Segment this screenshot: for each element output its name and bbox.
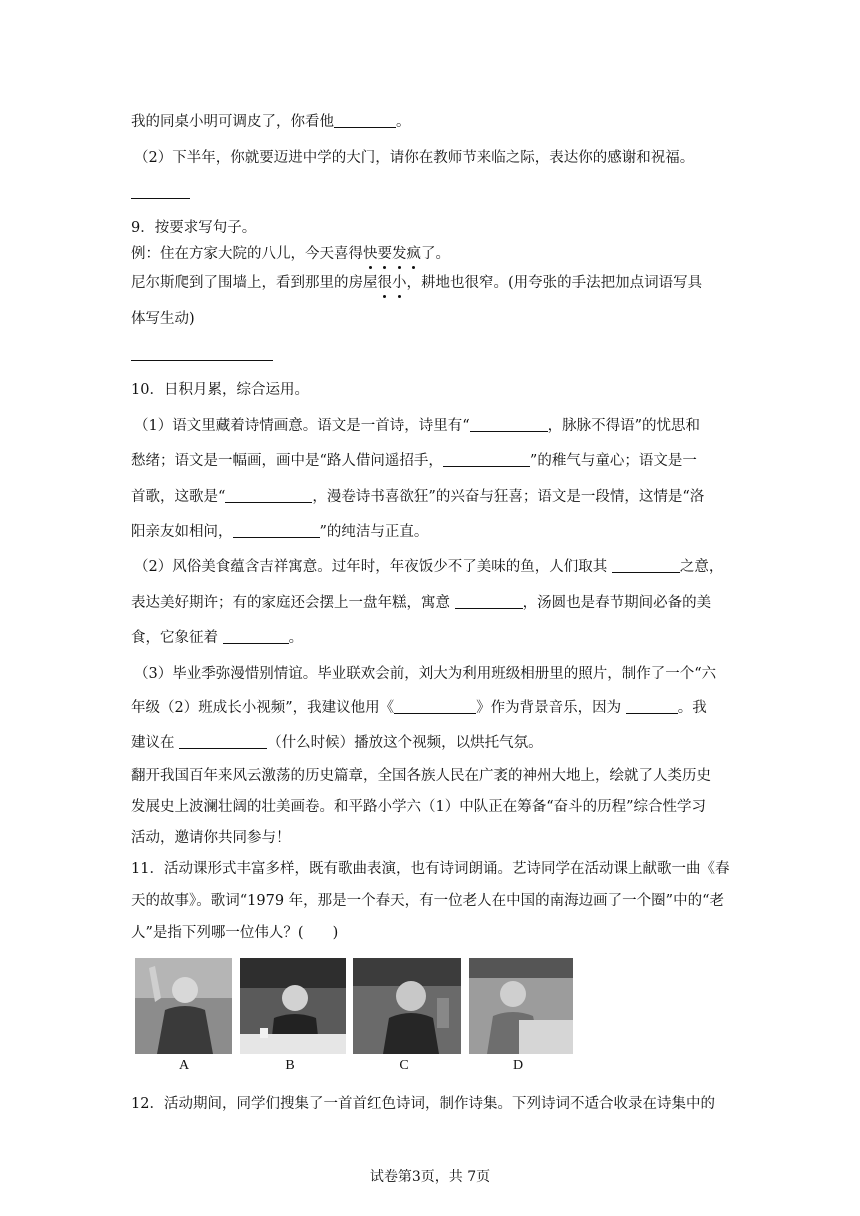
example-sentence: 例：住在方家大院的八儿，今天喜得快要发疯了。 xyxy=(131,246,450,262)
q10-part2-line3: 食，它象征着 。 xyxy=(131,630,304,646)
niels-sentence: 尼尔斯爬到了围墙上，看到那里的房屋很小，耕地也很窄。(用夸张的手法把加点词语写具 xyxy=(131,275,703,291)
material-line2: 发展史上波澜壮阔的壮美画卷。和平路小学六（1）中队正在筹备“奋斗的历程”综合性学习 xyxy=(131,799,707,815)
q10-part2-line2: 表达美好期许；有的家庭还会摆上一盘年糕，寓意 ，汤圆也是春节期间必备的美 xyxy=(131,595,712,611)
question-11-line2: 天的故事》。歌词“1979 年，那是一个春天，有一位老人在中国的南海边画了一个圈”中的“老 xyxy=(131,893,724,909)
answer-blank[interactable] xyxy=(179,734,267,749)
photo-option-a[interactable] xyxy=(135,958,232,1054)
answer-blank[interactable] xyxy=(455,594,523,609)
answer-blank[interactable] xyxy=(334,113,396,128)
answer-line[interactable] xyxy=(131,345,273,365)
answer-blank[interactable] xyxy=(626,699,678,714)
niels-sentence-cont: 体写生动) xyxy=(131,311,195,327)
photo-option-c[interactable] xyxy=(353,958,461,1054)
q10-part1-line4: 阳亲友如相问， ”的纯洁与正直。 xyxy=(131,524,429,540)
answer-blank[interactable] xyxy=(233,523,320,538)
photo-option-b[interactable] xyxy=(240,958,346,1054)
option-label: A xyxy=(178,1058,190,1073)
answer-blank[interactable] xyxy=(223,629,289,644)
q10-part3-line3: 建议在 （什么时候）播放这个视频，以烘托气氛。 xyxy=(131,735,543,751)
question-part-2: （2）下半年，你就要迈进中学的大门，请你在教师节来临之际，表达你的感谢和祝福。 xyxy=(134,150,695,166)
option-label: B xyxy=(285,1058,295,1073)
q10-part3-line1: （3）毕业季弥漫惜别情谊。毕业联欢会前，刘大为利用班级相册里的照片，制作了一个“六 xyxy=(134,666,717,682)
answer-blank[interactable] xyxy=(443,452,530,467)
question-12-line1: 12．活动期间，同学们搜集了一首首红色诗词，制作诗集。下列诗词不适合收录在诗集中的 xyxy=(131,1096,715,1112)
question-10-title: 10．日积月累，综合运用。 xyxy=(131,382,309,398)
photo-option-d[interactable] xyxy=(469,958,573,1054)
option-photos xyxy=(135,958,575,1058)
answer-line[interactable] xyxy=(131,183,190,203)
page-footer: 试卷第3页，共 7页 xyxy=(369,1169,491,1185)
line-classmate: 我的同桌小明可调皮了，你看他 。 xyxy=(131,114,411,130)
q10-part1-line1: （1）语文里藏着诗情画意。语文是一首诗，诗里有“ ，脉脉不得语”的忧思和 xyxy=(134,418,701,434)
material-line1: 翻开我国百年来风云激荡的历史篇章，全国各族人民在广袤的神州大地上，绘就了人类历史 xyxy=(131,768,711,784)
question-11-line1: 11．活动课形式丰富多样，既有歌曲表演，也有诗词朗诵。艺诗同学在活动课上献歌一曲《春 xyxy=(131,861,730,877)
question-11-line3: 人”是指下列哪一位伟人？( ) xyxy=(131,925,339,941)
q10-part1-line2: 愁绪；语文是一幅画，画中是“路人借问遥招手， ”的稚气与童心；语文是一 xyxy=(131,453,697,469)
option-label: D xyxy=(512,1058,524,1073)
answer-blank[interactable] xyxy=(612,558,680,573)
q10-part3-line2: 年级（2）班成长小视频”，我建议他用《 》作为背景音乐，因为 。我 xyxy=(131,700,707,716)
answer-blank[interactable] xyxy=(225,488,312,503)
q10-part2-line1: （2）风俗美食蕴含吉祥寓意。过年时，年夜饭少不了美味的鱼，人们取其 之意， xyxy=(134,559,724,575)
question-9-title: 9．按要求写句子。 xyxy=(131,220,257,236)
material-line3: 活动，邀请你共同参与！ xyxy=(131,830,291,846)
answer-blank[interactable] xyxy=(394,699,476,714)
answer-blank[interactable] xyxy=(470,417,548,432)
q10-part1-line3: 首歌，这歌是“ ，漫卷诗书喜欲狂”的兴奋与狂喜；语文是一段情，这情是“洛 xyxy=(131,489,705,505)
option-label: C xyxy=(399,1058,409,1073)
